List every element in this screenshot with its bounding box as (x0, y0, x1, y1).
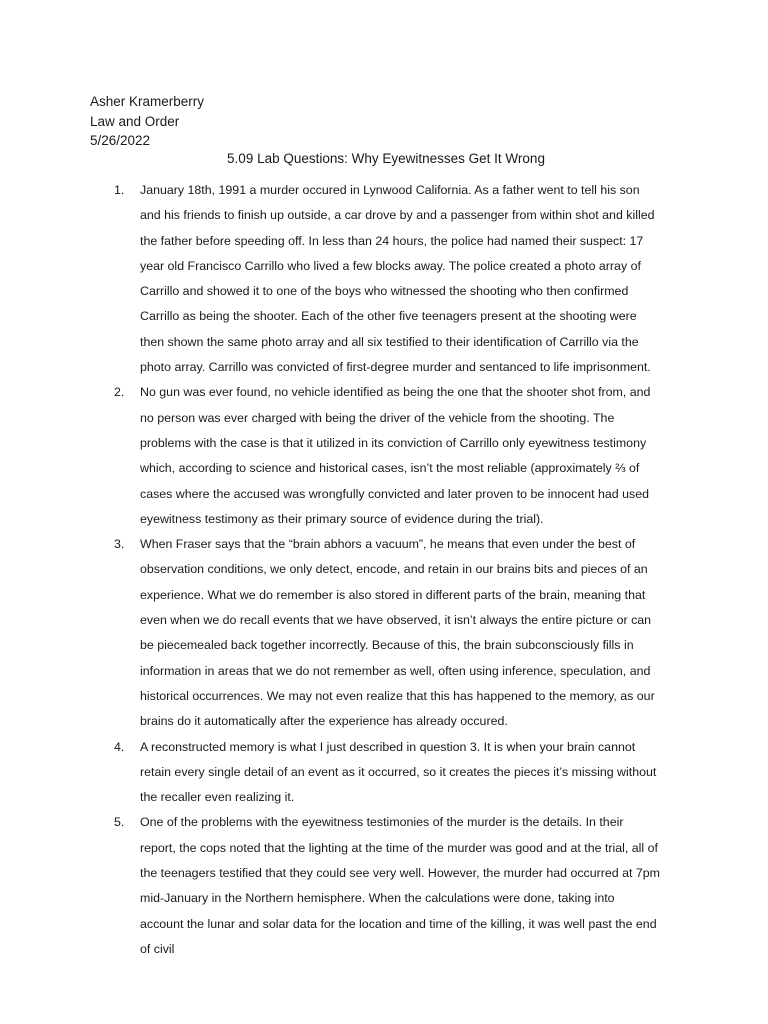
list-item-number: 2. (114, 385, 125, 400)
list-item-text: When Fraser says that the “brain abhors a vacuum”, he means that even under the best of observation conditions, we only detect, encode, and retain in our brains bits and pieces of an experience. What we do remember is also stored in different parts of the brain, meaning that even when we do recall events that we have observed, it isn’t always the entire picture or can be piecemealed back together incorrectly. Because of this, the brain subconsciously fills in information in areas that we do not remember as well, often using inference, speculation, and historical occurrences. We may not even realize that this has happened to the memory, as our brains do it automatically after the experience has already occured. (140, 537, 655, 729)
list-item-text: A reconstructed memory is what I just described in question 3. It is when your brain cannot retain every single detail of an event as it occurred, so it creates the pieces it’s missing without the recaller even realizing it. (140, 739, 657, 805)
document-date: 5/26/2022 (90, 133, 151, 148)
document-title: 5.09 Lab Questions: Why Eyewitnesses Get It Wrong (227, 151, 545, 166)
student-name: Asher Kramerberry (90, 94, 205, 109)
list-item-number: 3. (114, 537, 125, 552)
list-item-text: One of the problems with the eyewitness testimonies of the murder is the details. In their report, the cops noted that the lighting at the time of the murder was good and at the trial, all of the teenagers testified that they could see very well. However, the murder had occurred at 7pm mid-January in the Northern hemisphere. When the calculations were done, taking into account the lunar and solar data for the location and time of the killing, it was well past the end of civil (140, 815, 660, 956)
list-item-text: No gun was ever found, no vehicle identified as being the one that the shooter shot from, and no person was ever charged with being the driver of the vehicle from the shooting. The problems with the case is that it utilized in its conviction of Carrillo only eyewitness testimony which, according to science and historical cases, isn’t the most reliable (approximately ⅔ of cases where the accused was wrongfully convicted and later proven to be innocent had used eyewitness testimony as their primary source of evidence during the trial). (140, 385, 651, 526)
answer-list (114, 178, 660, 962)
list-item (114, 380, 660, 532)
list-item-number: 4. (114, 739, 125, 754)
list-item (114, 735, 660, 811)
course-name: Law and Order (90, 113, 180, 129)
document-header (90, 92, 204, 151)
list-item-number: 5. (114, 815, 125, 830)
list-item-number: 1. (114, 183, 125, 197)
list-item (114, 532, 660, 734)
list-item (114, 810, 660, 962)
list-item-text: January 18th, 1991 a murder occured in Lynwood California. As a father went to tell his son and his friends to finish up outside, a car drove by and a passenger from within shot and killed the father before speeding off. In less than 24 hours, the police had named their suspect: 17 year old Francisco Carrillo who lived a few blocks away. The police created a photo array of Carrillo and showed it to one of the boys who witnessed the shooting who then confirmed Carrillo as being the shooter. Each of the other five teenagers present at the shooting were then shown the same photo array and all six testified to their identification of Carrillo via the photo array. Carrillo was convicted of first-degree murder and sentanced to life imprisonment. (140, 183, 655, 375)
list-item (114, 178, 660, 380)
